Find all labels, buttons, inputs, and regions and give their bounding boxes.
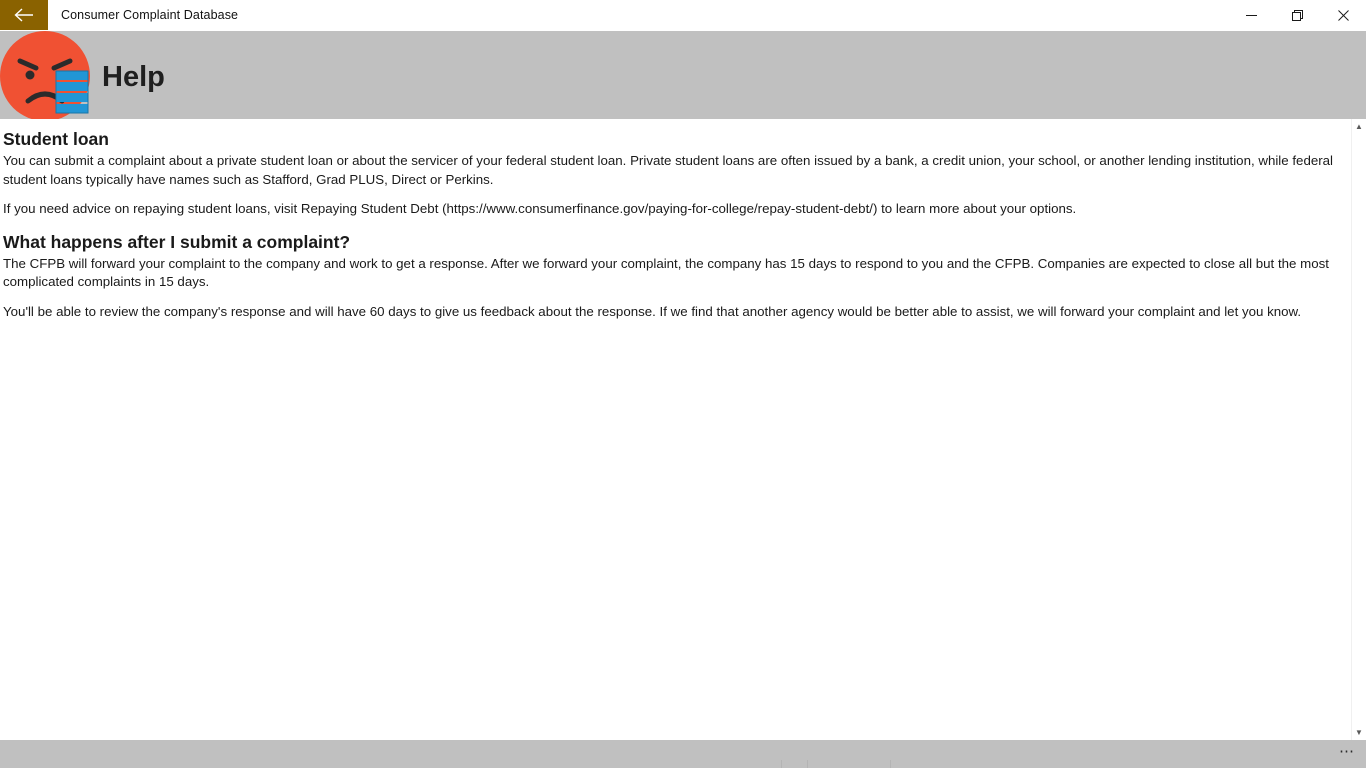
content-area	[0, 119, 1366, 740]
paragraph-student-loan-1: You can submit a complaint about a private student loan or about the servicer of your federal student loan. Private student loans are often issued by a bank, a credit union, your school, or another lending institution, while federal student loans typically have names such as Stafford, Grad PLUS, Direct or Perkins.	[3, 153, 1334, 187]
window-title: Consumer Complaint Database	[61, 8, 239, 22]
page-title: Help	[102, 60, 165, 93]
close-button[interactable]	[1320, 0, 1366, 30]
minimize-icon	[1246, 10, 1257, 21]
maximize-button[interactable]	[1274, 0, 1320, 30]
paragraph-after-submit-1: The CFPB will forward your complaint to the company and work to get a response. After we forward your complaint, the company has 15 days to respond to you and the CFPB. Companies are expected to close all but the most complicated complaints in 15 days.	[3, 255, 1329, 289]
close-icon	[1338, 10, 1349, 21]
paragraph-student-loan-2: If you need advice on repaying student loans, visit Repaying Student Debt (https://www.consumerfinance.gov/paying-for-college/repay-student-debt/) to learn more about your options.	[3, 201, 1077, 216]
angry-face-logo-icon	[0, 31, 90, 121]
vertical-scrollbar[interactable]	[1351, 119, 1366, 740]
taskbar-seams	[0, 760, 1366, 768]
section-heading-student-loan: Student loan	[3, 129, 109, 149]
minimize-button[interactable]	[1228, 0, 1274, 30]
title-bar	[0, 0, 1366, 31]
scroll-down-arrow-icon[interactable]: ▼	[1355, 728, 1363, 737]
overflow-menu-button[interactable]: ⋯	[1339, 742, 1356, 760]
scroll-up-arrow-icon[interactable]: ▲	[1355, 122, 1363, 131]
status-bar	[0, 740, 1366, 768]
app-header	[0, 31, 1366, 119]
window-controls	[1228, 0, 1366, 30]
paragraph-after-submit-2: You'll be able to review the company's response and will have 60 days to give us feedback about the response. If we find that another agency would be better able to assist, we will forward your complaint and let you know.	[3, 303, 1302, 319]
section-heading-after-submit: What happens after I submit a complaint?	[3, 231, 351, 252]
back-button[interactable]	[0, 0, 48, 30]
back-arrow-icon	[14, 8, 34, 22]
help-article	[0, 119, 1351, 740]
maximize-icon	[1292, 10, 1303, 21]
